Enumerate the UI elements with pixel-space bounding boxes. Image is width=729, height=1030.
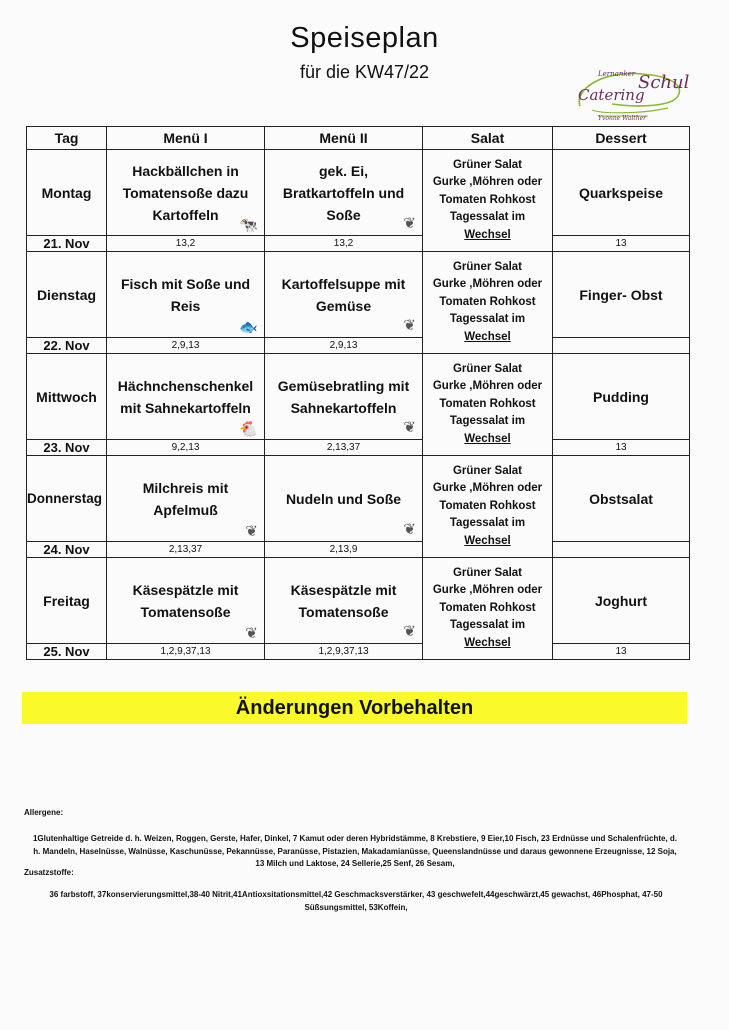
menu1-line: Käsespätzle mit <box>132 581 239 598</box>
menu2-allergen-codes: 13,2 <box>265 236 423 252</box>
day-row-mittwoch <box>27 354 690 440</box>
beet-icon: ❦ <box>245 523 258 540</box>
salat-line: Wechsel <box>464 636 511 649</box>
logo-word-sub: Catering <box>578 86 645 104</box>
salat-cell <box>423 252 553 354</box>
menu2-line: Soße <box>326 206 361 223</box>
menu1-cell <box>107 456 265 542</box>
salat-line: Tomaten Rohkost <box>439 601 536 614</box>
dessert-cell: Pudding <box>553 354 690 440</box>
column-header-dessert: Dessert <box>553 127 690 150</box>
menu1-cell <box>107 150 265 236</box>
menu2-line: Bratkartoffeln und <box>282 184 405 201</box>
salat-line: Gurke ,Möhren oder <box>432 482 543 495</box>
day-name: Dienstag <box>27 252 107 338</box>
menu1-line: Tomatensoße dazu <box>122 184 249 201</box>
menu1-line: Kartoffeln <box>152 206 219 223</box>
beet-icon: ❦ <box>403 317 416 334</box>
page-title: Speiseplan <box>290 22 439 54</box>
menu1-allergen-codes: 9,2,13 <box>107 440 265 456</box>
table-header-row <box>27 127 690 150</box>
menu2-line: Nudeln und Soße <box>285 490 402 507</box>
column-header-salat: Salat <box>423 127 553 150</box>
salat-line: Tomaten Rohkost <box>439 499 536 512</box>
dessert-allergen-codes: 13 <box>553 440 690 456</box>
salat-line: Tagessalat im <box>449 211 526 224</box>
dessert-cell: Joghurt <box>553 558 690 644</box>
day-name: Montag <box>27 150 107 236</box>
menu1-allergen-codes: 13,2 <box>107 236 265 252</box>
date-row <box>27 644 690 660</box>
menu1-allergen-codes: 2,9,13 <box>107 338 265 354</box>
dessert-allergen-codes <box>553 338 690 354</box>
menu1-line: Tomatensoße <box>140 603 231 620</box>
column-header-menu1: Menü I <box>107 127 265 150</box>
day-row-dienstag <box>27 252 690 338</box>
dessert-allergen-codes: 13 <box>553 236 690 252</box>
salat-cell <box>423 456 553 558</box>
day-name: Mittwoch <box>27 354 107 440</box>
menu1-line: Apfelmuß <box>153 501 218 518</box>
beet-icon: ❦ <box>403 419 416 436</box>
salat-line: Gurke ,Möhren oder <box>432 278 543 291</box>
column-header-menu2: Menü II <box>265 127 423 150</box>
logo-word-bottom: Yvonne Walther <box>598 115 646 122</box>
day-date: 25. Nov <box>27 644 107 660</box>
salat-line: Grüner Salat <box>452 362 523 375</box>
menu1-line: Reis <box>170 297 201 314</box>
allergene-text: 1Glutenhaltige Getreide d. h. Weizen, Roggen, Gerste, Hafer, Dinkel, 7 Kamut oder deren Hybridstämme, 8 Krebstiere, 9 Eier,10 Fisch, 23 Erdnüsse und Schalenfrüchte, d. h. Mandeln, Haselnüsse, Walnüsse, Kaschunüsse, Pekannüsse, Paranüsse, Pistazien, Makadamianüsse, Queenslandnüsse und daraus gewonnene Erzeugnisse, 12 Soja, 13 Milch und Laktose, 24 Sellerie,25 Senf, 26 Sesam, <box>32 834 678 868</box>
day-name: Donnerstag <box>27 456 107 542</box>
menu2-cell <box>265 354 423 440</box>
page-subtitle: für die KW47/22 <box>299 62 430 82</box>
salat-line: Wechsel <box>464 228 511 241</box>
salat-line: Wechsel <box>464 432 511 445</box>
salat-line: Wechsel <box>464 330 511 343</box>
beet-icon: ❦ <box>245 625 258 642</box>
menu2-line: Gemüsebratling mit <box>277 377 410 394</box>
menu2-line: Sahnekartoffeln <box>290 399 397 416</box>
date-row <box>27 440 690 456</box>
salat-line: Grüner Salat <box>452 566 523 579</box>
salat-cell <box>423 354 553 456</box>
dessert-cell: Obstsalat <box>553 456 690 542</box>
menu2-allergen-codes: 2,13,37 <box>265 440 423 456</box>
day-row-donnerstag <box>27 456 690 542</box>
menu2-cell <box>265 456 423 542</box>
dessert-cell: Finger- Obst <box>553 252 690 338</box>
logo-word-main: Schul <box>638 72 690 93</box>
salat-line: Wechsel <box>464 534 511 547</box>
dessert-cell: Quarkspeise <box>553 150 690 236</box>
menu2-line: gek. Ei, <box>318 162 369 179</box>
salat-line: Grüner Salat <box>452 260 523 273</box>
salat-line: Tagessalat im <box>449 619 526 632</box>
cow-icon: 🐄 <box>239 217 258 234</box>
zusatzstoffe-label: Zusatzstoffe: <box>24 868 74 877</box>
salat-cell <box>423 558 553 660</box>
menu2-line: Käsespätzle mit <box>290 581 397 598</box>
salat-line: Tomaten Rohkost <box>439 397 536 410</box>
menu2-cell <box>265 252 423 338</box>
salat-line: Tagessalat im <box>449 415 526 428</box>
date-row <box>27 542 690 558</box>
salat-line: Tagessalat im <box>449 517 526 530</box>
zusatzstoffe-text: 36 farbstoff, 37konservierungsmittel,38-40 Nitrit,41Antioxsitationsmittel,42 Geschmacksverstärker, 43 geschwefelt,44geschwärzt,45 gewachst, 46Phosphat, 47-50 Süßsungsmittel, 53Koffein, <box>49 890 663 912</box>
salat-line: Gurke ,Möhren oder <box>432 584 543 597</box>
salat-cell <box>423 150 553 252</box>
menu2-allergen-codes: 1,2,9,37,13 <box>265 644 423 660</box>
day-name: Freitag <box>27 558 107 644</box>
dessert-allergen-codes <box>553 542 690 558</box>
salat-line: Gurke ,Möhren oder <box>432 380 543 393</box>
beet-icon: ❦ <box>403 215 416 232</box>
menu2-line: Kartoffelsuppe mit <box>281 275 406 292</box>
menu1-allergen-codes: 2,13,37 <box>107 542 265 558</box>
menu2-cell <box>265 558 423 644</box>
menu1-line: Hackbällchen in <box>132 162 239 179</box>
day-date: 24. Nov <box>27 542 107 558</box>
menu1-line: Hächnchenschenkel <box>117 377 254 394</box>
menu1-cell <box>107 252 265 338</box>
menu1-line: Fisch mit Soße und <box>120 275 251 292</box>
fish-icon: 🐟 <box>239 319 258 336</box>
salat-line: Tagessalat im <box>449 313 526 326</box>
menu2-line: Gemüse <box>315 297 372 314</box>
allergene-label: Allergene: <box>24 808 64 817</box>
day-date: 22. Nov <box>27 338 107 354</box>
day-row-montag <box>27 150 690 236</box>
logo-word-top: Lernanker <box>598 70 636 78</box>
menu1-line: Milchreis mit <box>142 479 229 496</box>
menu1-line: mit Sahnekartoffeln <box>120 399 251 416</box>
salat-line: Grüner Salat <box>452 158 523 171</box>
salat-line: Tomaten Rohkost <box>439 193 536 206</box>
salat-line: Gurke ,Möhren oder <box>432 176 543 189</box>
beet-icon: ❦ <box>403 623 416 640</box>
chicken-icon: 🐔 <box>239 421 258 438</box>
changes-reserved-banner: Änderungen Vorbehalten <box>22 692 687 724</box>
column-header-tag: Tag <box>27 127 107 150</box>
menu1-cell <box>107 354 265 440</box>
menu1-cell <box>107 558 265 644</box>
menu2-cell <box>265 150 423 236</box>
menu2-allergen-codes: 2,13,9 <box>265 542 423 558</box>
menu-table <box>26 126 690 660</box>
beet-icon: ❦ <box>403 521 416 538</box>
salat-line: Grüner Salat <box>452 464 523 477</box>
day-row-freitag <box>27 558 690 644</box>
menu2-allergen-codes: 2,9,13 <box>265 338 423 354</box>
menu2-line: Tomatensoße <box>298 603 389 620</box>
day-date: 23. Nov <box>27 440 107 456</box>
catering-logo <box>572 62 688 130</box>
menu1-allergen-codes: 1,2,9,37,13 <box>107 644 265 660</box>
date-row <box>27 338 690 354</box>
dessert-allergen-codes: 13 <box>553 644 690 660</box>
day-date: 21. Nov <box>27 236 107 252</box>
date-row <box>27 236 690 252</box>
salat-line: Tomaten Rohkost <box>439 295 536 308</box>
